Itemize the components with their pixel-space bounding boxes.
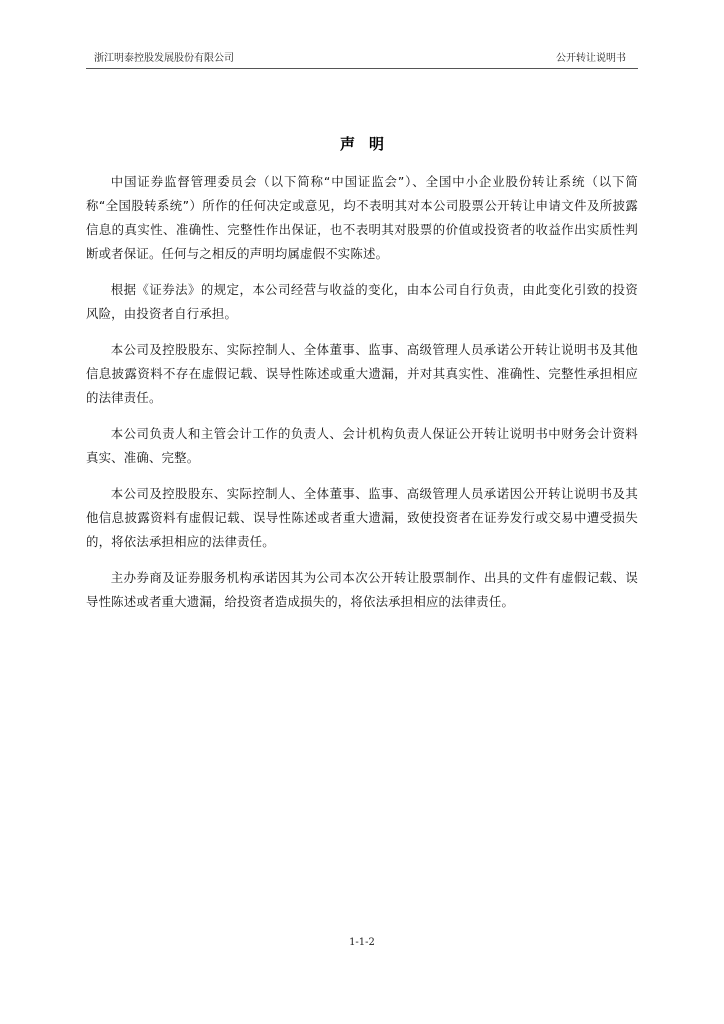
declaration-body [86, 170, 638, 626]
header-divider [86, 68, 638, 69]
page-title: 声明 [339, 135, 398, 153]
page-number: 1-1-2 [349, 937, 375, 948]
paragraph-csrc-disclaimer: 中国证券监督管理委员会（以下简称“中国证监会”）、全国中小企业股份转让系统（以下简称“全国股转系统”）所作的任何决定或意见，均不表明其对本公司股票公开转让申请文件及所披露信息的真实性、准确性、完整性作出保证，也不表明其对股票的价值或投资者的收益作出实质性判断或者保证。任何与之相反的声明均属虚假不实陈述。 [86, 174, 638, 261]
paragraph-investment-risk: 根据《证券法》的规定，本公司经营与收益的变化，由本公司自行负责，由此变化引致的投资风险，由投资者自行承担。 [86, 282, 638, 321]
paragraph-sponsor-commitment: 主办券商及证券服务机构承诺因其为公司本次公开转让股票制作、出具的文件有虚假记载、误导性陈述或者重大遗漏，给投资者造成损失的，将依法承担相应的法律责任。 [86, 570, 638, 609]
header-company-name: 浙江明泰控股发展股份有限公司 [94, 53, 234, 64]
paragraph-company-commitment: 本公司及控股股东、实际控制人、全体董事、监事、高级管理人员承诺公开转让说明书及其他信息披露资料不存在虚假记载、误导性陈述或重大遗漏，并对其真实性、准确性、完整性承担相应的法律责任。 [86, 342, 638, 405]
paragraph-liability-commitment: 本公司及控股股东、实际控制人、全体董事、监事、高级管理人员承诺因公开转让说明书及其他信息披露资料有虚假记载、误导性陈述或者重大遗漏，致使投资者在证券发行或交易中遭受损失的，将依法承担相应的法律责任。 [86, 486, 638, 549]
header-document-type: 公开转让说明书 [556, 53, 626, 64]
page-header [86, 52, 638, 66]
paragraph-financial-guarantee: 本公司负责人和主管会计工作的负责人、会计机构负责人保证公开转让说明书中财务会计资料真实、准确、完整。 [86, 426, 638, 465]
